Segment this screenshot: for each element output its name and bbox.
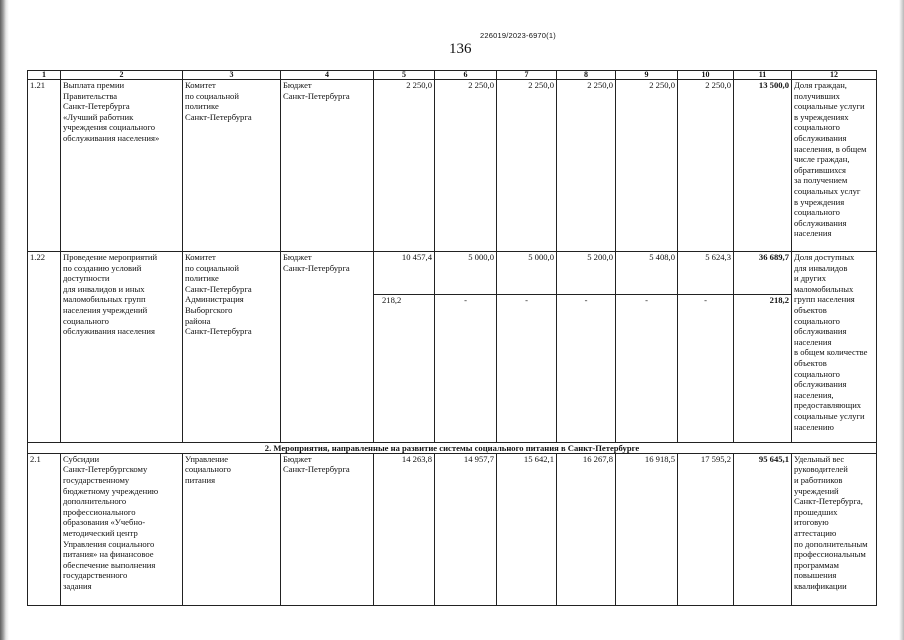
table-row [28,80,877,252]
year-value: 16 267,8 [557,453,616,605]
year-value: 218,2 [374,294,435,442]
header-cell: 4 [281,71,374,80]
document-number: 226019/2023-6970(1) [480,31,556,40]
year-value: - [435,294,497,442]
funding-source: Бюджет Санкт-Петербурга [281,453,374,605]
year-value: 5 000,0 [435,252,497,295]
header-row [28,71,877,80]
year-value: 5 000,0 [497,252,557,295]
year-value: - [497,294,557,442]
year-value: 15 642,1 [497,453,557,605]
year-value: 2 250,0 [497,80,557,252]
indicator-text: Доля граждан, получивших социальные услуги в учреждениях социального обслуживания населения, в общем числе граждан, обратившихся за получением социальных услуг в учреждения социального обслуживания населения [792,80,877,252]
year-value: 2 250,0 [557,80,616,252]
table-row [28,252,877,295]
header-cell: 11 [734,71,792,80]
year-value: 5 200,0 [557,252,616,295]
indicator-text: Удельный вес руководителей и работников учреждений Санкт-Петербурга, прошедших итоговую аттестацию по дополнительным профессиональным программам повышения квалификации [792,453,877,605]
year-value: 5 624,3 [678,252,734,295]
activity-name: Субсидии Санкт-Петербургскому государственному бюджетному учреждению дополнительного профессионального образования «Учебно- методический центр Управления социального питания» на финансовое обеспечение выполнения государственного задания [61,453,183,605]
table-row [28,453,877,605]
year-value: 2 250,0 [435,80,497,252]
row-number: 1.22 [28,252,61,443]
row-number: 2.1 [28,453,61,605]
header-cell: 1 [28,71,61,80]
year-value: 2 250,0 [374,80,435,252]
header-cell: 3 [183,71,281,80]
year-value: 10 457,4 [374,252,435,295]
header-cell: 8 [557,71,616,80]
year-value: 16 918,5 [616,453,678,605]
funding-source: Бюджет Санкт-Петербурга [281,252,374,443]
activity-name: Проведение мероприятий по созданию условий доступности для инвалидов и иных маломобильных групп населения учреждений социального обслуживания населения [61,252,183,443]
scan-edge-left [0,0,9,640]
section-title: 2. Мероприятия, направленные на развитие системы социального питания в Санкт-Петербурге [28,442,877,453]
executor: Комитет по социальной политике Санкт-Петербурга [183,80,281,252]
total-value: 36 689,7 [734,252,792,295]
executor: Комитет по социальной политике Санкт-Петербурга [183,252,281,295]
year-value: - [557,294,616,442]
year-value: - [678,294,734,442]
total-value: 218,2 [734,294,792,442]
header-cell: 6 [435,71,497,80]
header-cell: 2 [61,71,183,80]
section-header-row [28,442,877,453]
year-value: 17 595,2 [678,453,734,605]
activity-name: Выплата премии Правительства Санкт-Петербурга «Лучший работник учреждения социального обслуживания населения» [61,80,183,252]
executor: Управление социального питания [183,453,281,605]
page-number: 136 [449,41,472,57]
header-cell: 12 [792,71,877,80]
row-number: 1.21 [28,80,61,252]
scan-edge-right [899,0,904,640]
year-value: 14 263,8 [374,453,435,605]
year-value: 14 957,7 [435,453,497,605]
header-cell: 9 [616,71,678,80]
indicator-text: Доля доступных для инвалидов и других маломобильных групп населения объектов социального обслуживания населения в общем количестве объектов социального обслуживания населения, предоставляющих социальные услуги населению [792,252,877,443]
year-value: 5 408,0 [616,252,678,295]
program-table [27,70,877,606]
executor: Администрация Выборгского района Санкт-Петербурга [183,294,281,442]
funding-source: Бюджет Санкт-Петербурга [281,80,374,252]
total-value: 13 500,0 [734,80,792,252]
year-value: - [616,294,678,442]
header-cell: 7 [497,71,557,80]
year-value: 2 250,0 [616,80,678,252]
header-cell: 10 [678,71,734,80]
header-cell: 5 [374,71,435,80]
year-value: 2 250,0 [678,80,734,252]
total-value: 95 645,1 [734,453,792,605]
